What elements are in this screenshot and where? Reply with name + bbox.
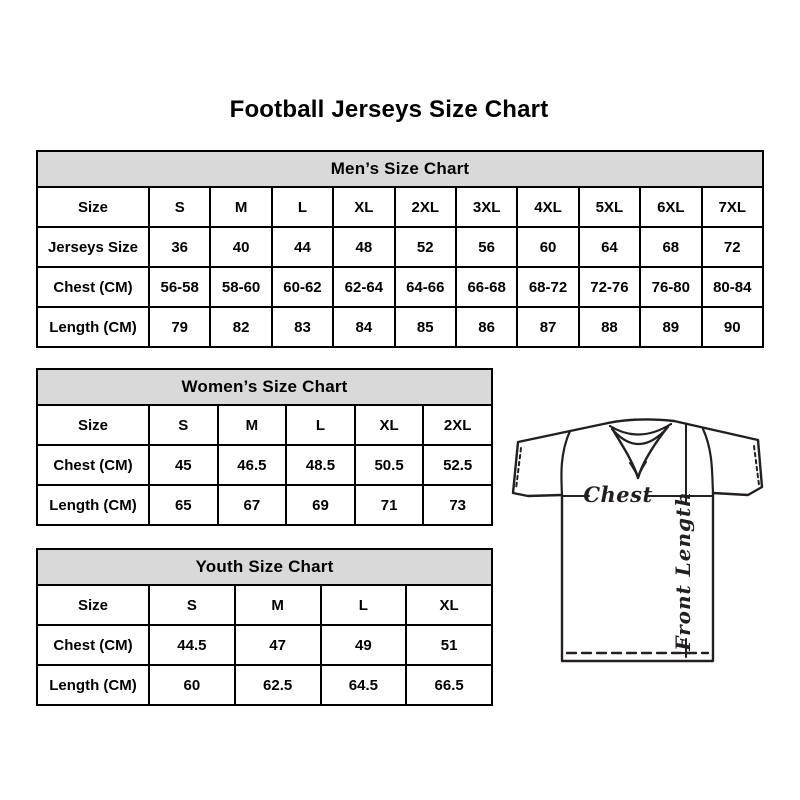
youth-size-table bbox=[36, 548, 493, 706]
table-row bbox=[37, 445, 492, 485]
value-cell: 67 bbox=[218, 485, 287, 525]
table-title: Youth Size Chart bbox=[37, 549, 492, 585]
value-cell: 84 bbox=[333, 307, 394, 347]
row-label-cell: Length (CM) bbox=[37, 485, 149, 525]
value-cell: 51 bbox=[406, 625, 492, 665]
value-cell: 64-66 bbox=[395, 267, 456, 307]
value-cell: 47 bbox=[235, 625, 321, 665]
value-cell: L bbox=[286, 405, 355, 445]
value-cell: 52 bbox=[395, 227, 456, 267]
value-cell: 2XL bbox=[395, 187, 456, 227]
jersey-collar-top-edge bbox=[608, 419, 674, 423]
value-cell: 76-80 bbox=[640, 267, 701, 307]
value-cell: 87 bbox=[517, 307, 578, 347]
value-cell: 4XL bbox=[517, 187, 578, 227]
table-row bbox=[37, 267, 763, 307]
value-cell: 85 bbox=[395, 307, 456, 347]
table-title: Women’s Size Chart bbox=[37, 369, 492, 405]
value-cell: 50.5 bbox=[355, 445, 424, 485]
row-label-cell: Size bbox=[37, 405, 149, 445]
value-cell: 2XL bbox=[423, 405, 492, 445]
value-cell: 64.5 bbox=[321, 665, 407, 705]
value-cell: S bbox=[149, 585, 235, 625]
value-cell: L bbox=[321, 585, 407, 625]
value-cell: 64 bbox=[579, 227, 640, 267]
value-cell: S bbox=[149, 405, 218, 445]
value-cell: M bbox=[235, 585, 321, 625]
row-label-cell: Chest (CM) bbox=[37, 267, 149, 307]
value-cell: 90 bbox=[702, 307, 763, 347]
value-cell: 69 bbox=[286, 485, 355, 525]
value-cell: L bbox=[272, 187, 333, 227]
row-label-cell: Chest (CM) bbox=[37, 445, 149, 485]
value-cell: 60 bbox=[149, 665, 235, 705]
page-title: Football Jerseys Size Chart bbox=[229, 96, 549, 123]
jersey-right-armhole-seam bbox=[703, 429, 713, 493]
value-cell: XL bbox=[406, 585, 492, 625]
value-cell: 66-68 bbox=[456, 267, 517, 307]
value-cell: 46.5 bbox=[218, 445, 287, 485]
value-cell: M bbox=[218, 405, 287, 445]
value-cell: 82 bbox=[210, 307, 271, 347]
size-table bbox=[36, 368, 493, 526]
value-cell: 83 bbox=[272, 307, 333, 347]
table-row bbox=[37, 307, 763, 347]
size-table bbox=[36, 150, 764, 348]
table-row bbox=[37, 585, 492, 625]
row-label-cell: Chest (CM) bbox=[37, 625, 149, 665]
jersey-measurement-diagram bbox=[498, 398, 773, 688]
value-cell: 60-62 bbox=[272, 267, 333, 307]
value-cell: 56-58 bbox=[149, 267, 210, 307]
value-cell: 68-72 bbox=[517, 267, 578, 307]
value-cell: 56 bbox=[456, 227, 517, 267]
value-cell: 62.5 bbox=[235, 665, 321, 705]
value-cell: 40 bbox=[210, 227, 271, 267]
value-cell: 72 bbox=[702, 227, 763, 267]
front-length-measure-label: Front Length bbox=[671, 491, 695, 651]
chest-measure-label: Chest bbox=[583, 482, 653, 507]
value-cell: 71 bbox=[355, 485, 424, 525]
value-cell: 86 bbox=[456, 307, 517, 347]
value-cell: 7XL bbox=[702, 187, 763, 227]
jersey-left-armhole-seam bbox=[561, 431, 570, 495]
value-cell: 52.5 bbox=[423, 445, 492, 485]
mens-size-table bbox=[36, 150, 764, 348]
value-cell: XL bbox=[333, 187, 394, 227]
value-cell: XL bbox=[355, 405, 424, 445]
table-row bbox=[37, 405, 492, 445]
row-label-cell: Size bbox=[37, 187, 149, 227]
value-cell: 58-60 bbox=[210, 267, 271, 307]
value-cell: 73 bbox=[423, 485, 492, 525]
table-row bbox=[37, 227, 763, 267]
table-row bbox=[37, 665, 492, 705]
value-cell: 89 bbox=[640, 307, 701, 347]
value-cell: 45 bbox=[149, 445, 218, 485]
value-cell: 60 bbox=[517, 227, 578, 267]
value-cell: 62-64 bbox=[333, 267, 394, 307]
value-cell: S bbox=[149, 187, 210, 227]
value-cell: 79 bbox=[149, 307, 210, 347]
value-cell: 88 bbox=[579, 307, 640, 347]
table-row bbox=[37, 485, 492, 525]
value-cell: 5XL bbox=[579, 187, 640, 227]
value-cell: M bbox=[210, 187, 271, 227]
value-cell: 48.5 bbox=[286, 445, 355, 485]
value-cell: 72-76 bbox=[579, 267, 640, 307]
row-label-cell: Size bbox=[37, 585, 149, 625]
jersey-right-sleeve-outline bbox=[674, 421, 762, 495]
value-cell: 3XL bbox=[456, 187, 517, 227]
value-cell: 49 bbox=[321, 625, 407, 665]
table-row bbox=[37, 625, 492, 665]
value-cell: 44 bbox=[272, 227, 333, 267]
value-cell: 65 bbox=[149, 485, 218, 525]
value-cell: 48 bbox=[333, 227, 394, 267]
size-table bbox=[36, 548, 493, 706]
value-cell: 6XL bbox=[640, 187, 701, 227]
row-label-cell: Jerseys Size bbox=[37, 227, 149, 267]
row-label-cell: Length (CM) bbox=[37, 665, 149, 705]
value-cell: 80-84 bbox=[702, 267, 763, 307]
table-title: Men’s Size Chart bbox=[37, 151, 763, 187]
value-cell: 66.5 bbox=[406, 665, 492, 705]
value-cell: 68 bbox=[640, 227, 701, 267]
row-label-cell: Length (CM) bbox=[37, 307, 149, 347]
womens-size-table bbox=[36, 368, 493, 526]
value-cell: 36 bbox=[149, 227, 210, 267]
value-cell: 44.5 bbox=[149, 625, 235, 665]
table-row bbox=[37, 187, 763, 227]
